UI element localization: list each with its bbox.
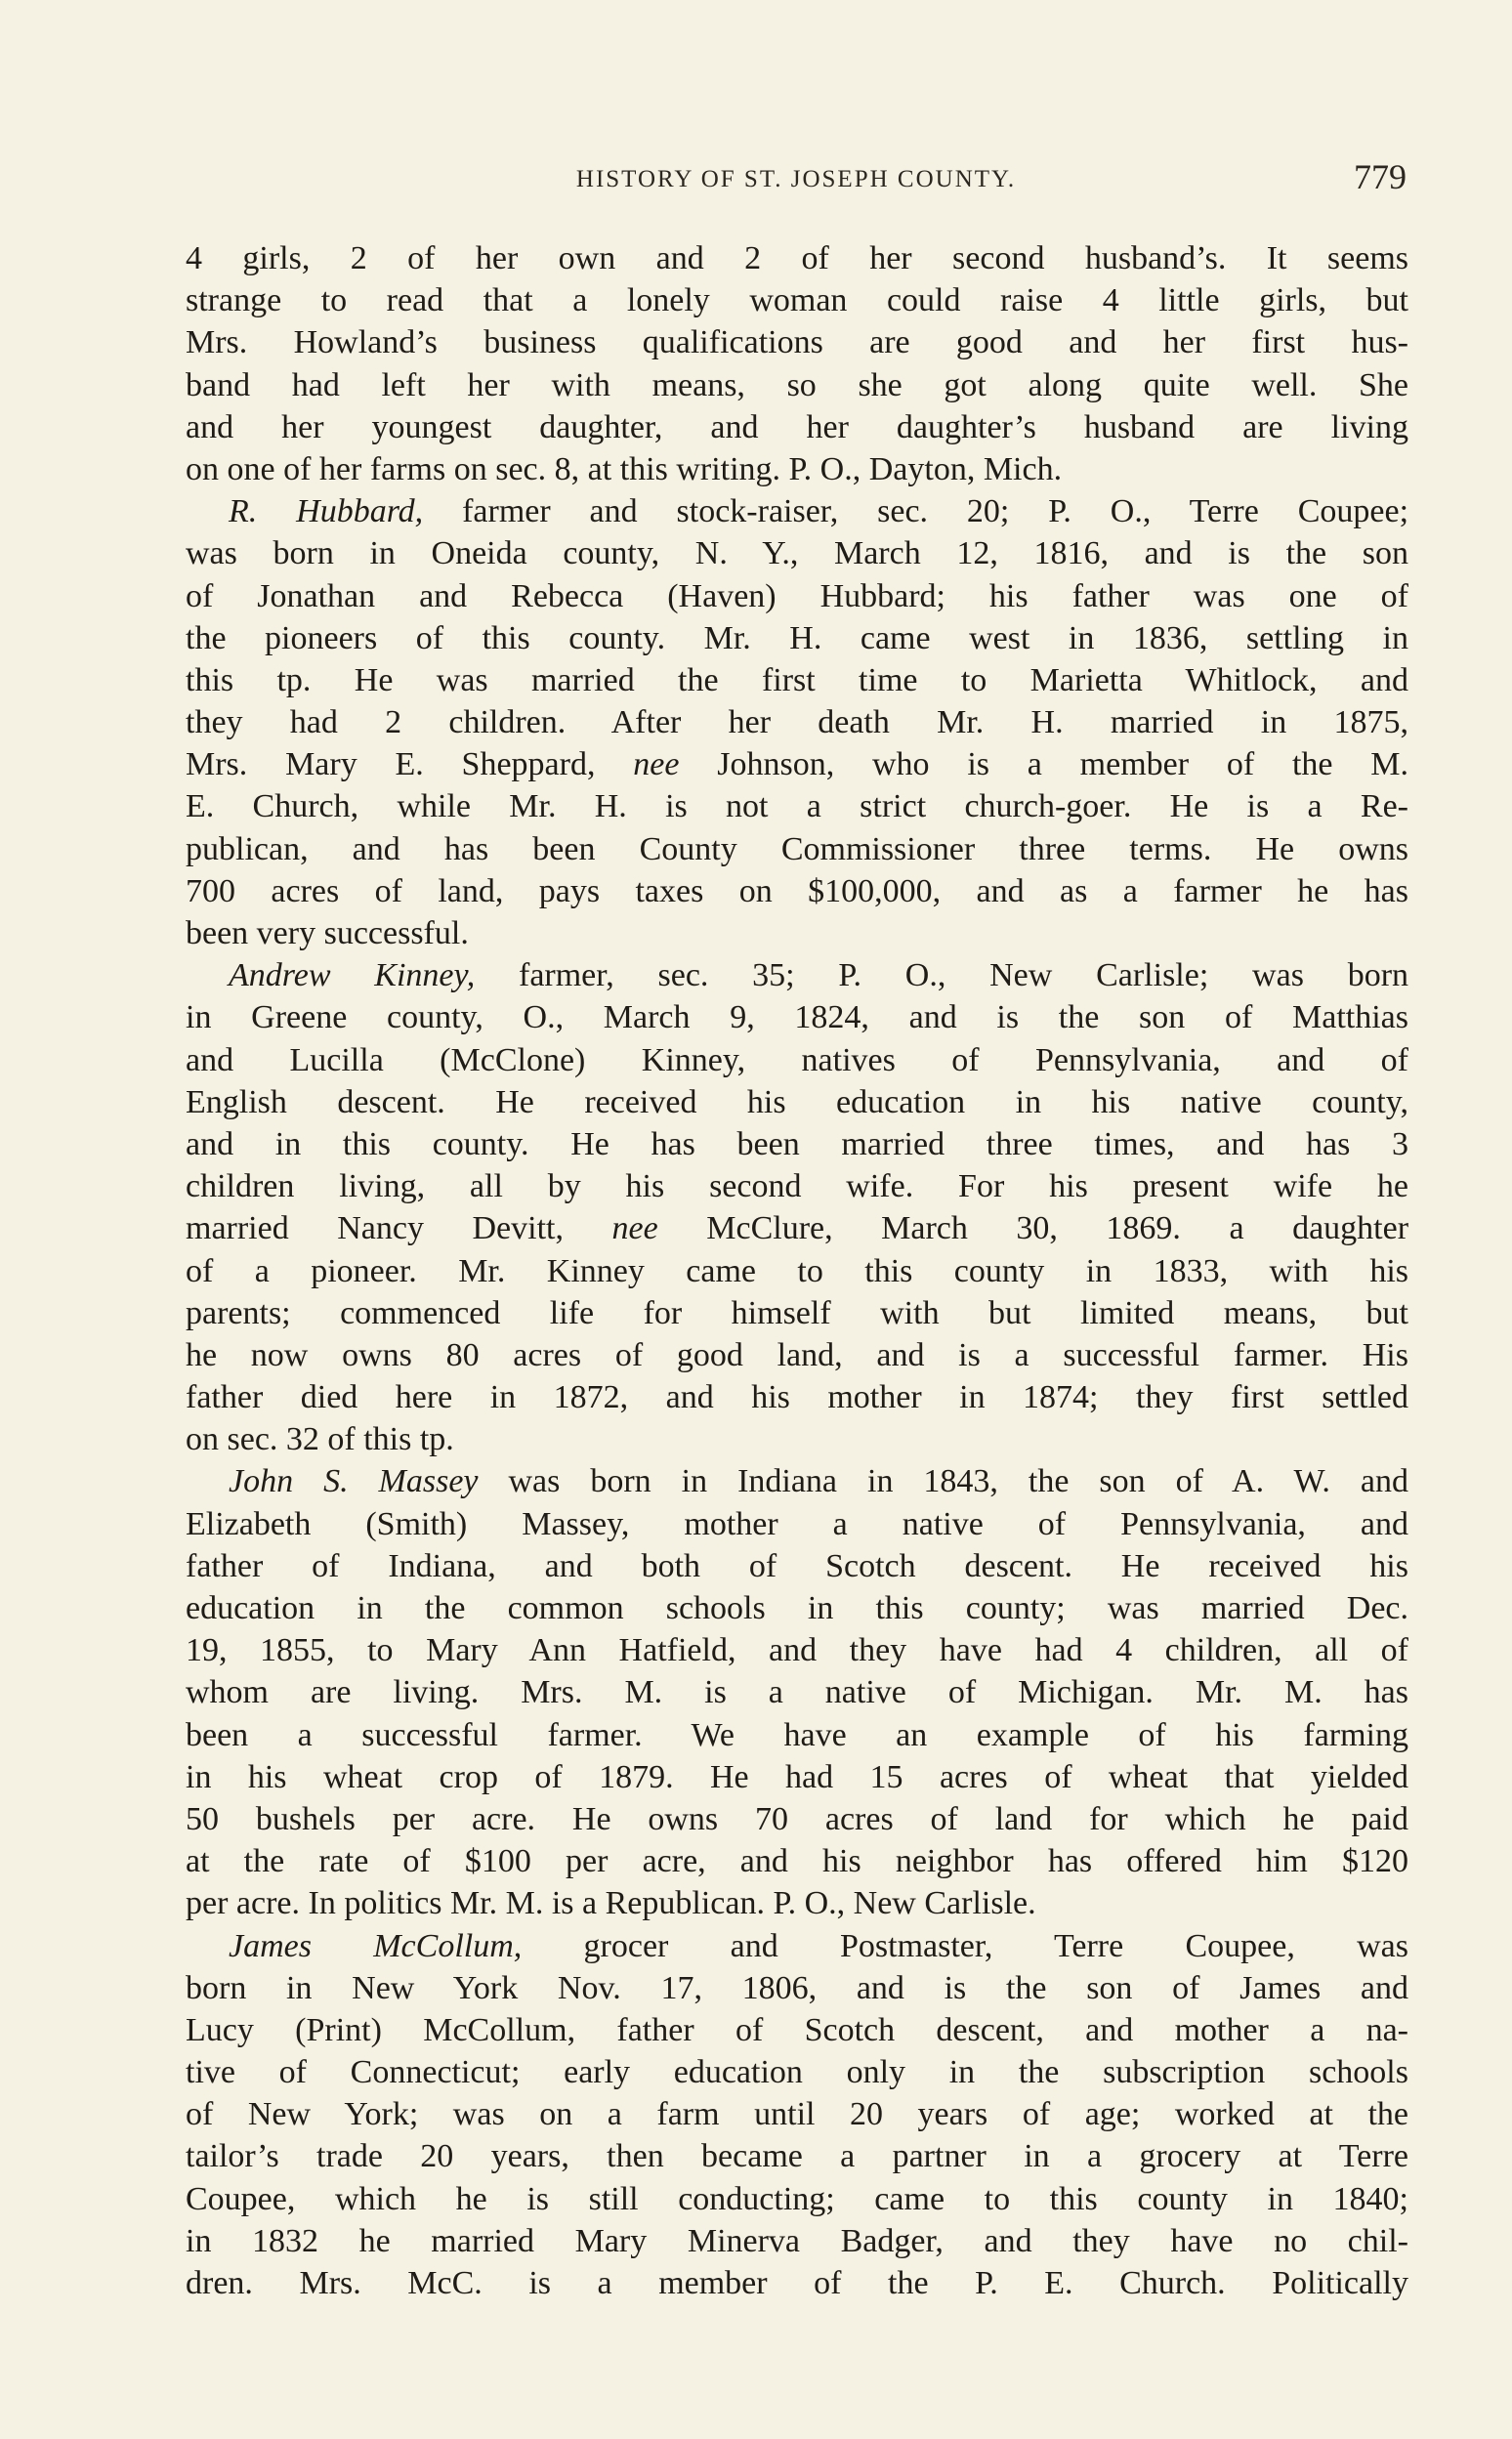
text-line: band had left her with means, so she got along quite well. She — [186, 366, 1408, 403]
text-fragment: farmer and stock-raiser, sec. 20; P. O., Terre Coupee; — [462, 493, 1409, 530]
text-line: born in New York Nov. 17, 1806, and is the son of James and — [186, 1969, 1408, 2006]
text-line: 700 acres of land, pays taxes on $100,000, and as a farmer he has — [186, 872, 1408, 909]
text-line: on sec. 32 of this tp. — [186, 1421, 454, 1458]
text-line: father died here in 1872, and his mother in 1874; they first settled — [186, 1379, 1408, 1416]
text-line — [186, 1207, 1408, 1249]
text-line — [186, 1460, 1408, 1502]
running-head: HISTORY OF ST. JOSEPH COUNTY. — [575, 166, 1017, 192]
text-line: dren. Mrs. McC. is a member of the P. E. Church. Politically — [186, 2265, 1408, 2301]
text-line: English descent. He received his education in his native county, — [186, 1083, 1408, 1120]
text-line — [186, 743, 1408, 785]
text-line: in Greene county, O., March 9, 1824, and is the son of Matthias — [186, 999, 1408, 1036]
person-name: John S. Massey — [229, 1463, 479, 1500]
text-line: the pioneers of this county. Mr. H. came west in 1836, settling in — [186, 619, 1408, 656]
text-line: strange to read that a lonely woman could raise 4 little girls, but — [186, 282, 1408, 319]
text-line: 4 girls, 2 of her own and 2 of her second husband’s. It seems — [186, 240, 1408, 276]
text-line: in his wheat crop of 1879. He had 15 acres of wheat that yielded — [186, 1758, 1408, 1795]
text-fragment: married Nancy Devitt, — [186, 1210, 564, 1247]
person-name: R. Hubbard, — [229, 493, 424, 530]
text-line: on one of her farms on sec. 8, at this writing. P. O., Dayton, Mich. — [186, 450, 1063, 487]
text-fragment: Johnson, who is a member of the M. — [717, 746, 1409, 783]
text-line: publican, and has been County Commissioner three terms. He owns — [186, 830, 1408, 867]
text-line: of New York; was on a farm until 20 years of age; worked at the — [186, 2096, 1408, 2133]
page-header — [186, 156, 1407, 205]
text-line: been very successful. — [186, 915, 469, 951]
person-name: James McCollum, — [229, 1927, 523, 1964]
text-fragment: farmer, sec. 35; P. O., New Carlisle; was born — [519, 957, 1409, 994]
text-line — [186, 490, 1408, 532]
text-line: he now owns 80 acres of good land, and is a successful farmer. His — [186, 1336, 1408, 1373]
text-line: was born in Oneida county, N. Y., March 12, 1816, and is the son — [186, 535, 1408, 572]
text-line: Lucy (Print) McCollum, father of Scotch descent, and mother a na- — [186, 2011, 1408, 2048]
text-fragment: was born in Indiana in 1843, the son of A. W. and — [508, 1463, 1408, 1500]
text-line: Mrs. Howland’s business qualifications are good and her first hus- — [186, 324, 1408, 361]
text-line: of Jonathan and Rebecca (Haven) Hubbard; his father was one of — [186, 577, 1408, 614]
text-line: children living, all by his second wife. For his present wife he — [186, 1168, 1408, 1205]
text-line: at the rate of $100 per acre, and his neighbor has offered him $120 — [186, 1843, 1408, 1880]
text-line: parents; commenced life for himself with but limited means, but — [186, 1294, 1408, 1331]
text-line: 19, 1855, to Mary Ann Hatfield, and they have had 4 children, all of — [186, 1632, 1408, 1669]
text-line: per acre. In politics Mr. M. is a Republican. P. O., New Carlisle. — [186, 1885, 1036, 1922]
text-line: and her youngest daughter, and her daughter’s husband are living — [186, 408, 1408, 445]
text-line: Coupee, which he is still conducting; came to this county in 1840; — [186, 2180, 1408, 2217]
text-line: of a pioneer. Mr. Kinney came to this county in 1833, with his — [186, 1252, 1408, 1289]
text-line: 50 bushels per acre. He owns 70 acres of land for which he paid — [186, 1800, 1408, 1837]
text-line: whom are living. Mrs. M. is a native of Michigan. Mr. M. has — [186, 1674, 1408, 1711]
text-line: Elizabeth (Smith) Massey, mother a native of Pennsylvania, and — [186, 1505, 1408, 1542]
person-name: Andrew Kinney, — [229, 957, 476, 994]
text-fragment: Mrs. Mary E. Sheppard, — [186, 746, 596, 783]
text-line — [186, 1925, 1408, 1967]
text-fragment: McClure, March 30, 1869. a daughter — [706, 1210, 1409, 1247]
text-line: been a successful farmer. We have an example of his farming — [186, 1716, 1408, 1753]
body-text — [186, 237, 1408, 2304]
text-line: and Lucilla (McClone) Kinney, natives of Pennsylvania, and of — [186, 1041, 1408, 1078]
text-line: they had 2 children. After her death Mr. H. married in 1875, — [186, 704, 1408, 741]
text-line — [186, 954, 1408, 996]
text-line: this tp. He was married the first time to Marietta Whitlock, and — [186, 661, 1408, 698]
italic-word: nee — [611, 1210, 658, 1247]
page-number: 779 — [1354, 157, 1407, 196]
text-line: education in the common schools in this county; was married Dec. — [186, 1590, 1408, 1626]
text-line: father of Indiana, and both of Scotch descent. He received his — [186, 1547, 1408, 1584]
text-line: and in this county. He has been married three times, and has 3 — [186, 1125, 1408, 1162]
text-line: in 1832 he married Mary Minerva Badger, and they have no chil- — [186, 2222, 1408, 2259]
text-fragment: grocer and Postmaster, Terre Coupee, was — [583, 1927, 1408, 1964]
italic-word: nee — [633, 746, 680, 783]
text-line: tailor’s trade 20 years, then became a partner in a grocery at Terre — [186, 2138, 1408, 2175]
text-line: E. Church, while Mr. H. is not a strict church-goer. He is a Re- — [186, 788, 1408, 825]
text-line: tive of Connecticut; early education only in the subscription schools — [186, 2054, 1408, 2091]
